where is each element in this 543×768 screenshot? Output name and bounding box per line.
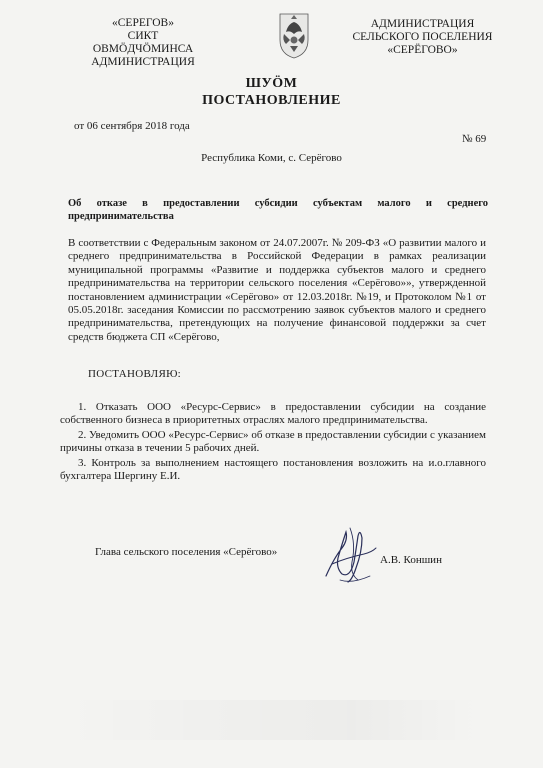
resolve-heading: ПОСТАНОВЛЯЮ: bbox=[88, 368, 182, 380]
resolution-item: 1. Отказать ООО «Ресурс-Сервис» в предоставлении субсидии на создание собственного бизнеса в приоритетных отраслях малого предпринимательства. bbox=[60, 401, 486, 427]
document-number: № 69 bbox=[462, 133, 487, 145]
preamble-paragraph: В соответствии с Федеральным законом от 24.07.2007г. № 209-ФЗ «О развитии малого и среднего предпринимательства в Российской Федерации в рамках реализации муниципальной программы «Развитие и поддержка субъектов малого и среднего предпринимательства на территории сельского поселения «Серёгово»», утвержденной постановлением администрации «Серёгово» от 12.03.2018г. №19, и Протоколом №1 от 05.05.2018г. заседания Комиссии по рассмотрению заявок субъектов малого и среднего предпринимательства, претендующих на получение финансовой поддержки за счет средств бюджета СП «Серёгово, bbox=[68, 237, 486, 343]
document-place: Республика Коми, с. Серёгово bbox=[201, 152, 342, 164]
document-date: от 06 сентября 2018 года bbox=[74, 120, 190, 132]
header-left-line: СИКТ ОВМÖДЧÖМИНСА bbox=[92, 30, 194, 55]
header-left-komi bbox=[78, 17, 208, 69]
header-right-line: АДМИНИСТРАЦИЯ bbox=[370, 18, 475, 30]
signer-role: Глава сельского поселения «Серёгово» bbox=[95, 546, 278, 558]
scan-smudge bbox=[60, 700, 480, 740]
title-komi: ШУÖМ bbox=[245, 76, 298, 91]
header-left-line: «СЕРЕГОВ» bbox=[112, 17, 174, 29]
signer-name: А.В. Коншин bbox=[380, 554, 442, 566]
header-right-russian bbox=[340, 18, 505, 57]
komi-coat-of-arms-icon bbox=[276, 10, 312, 60]
header-left-line: АДМИНИСТРАЦИЯ bbox=[91, 56, 195, 68]
resolution-items bbox=[60, 401, 486, 484]
header-right-line: «СЕРЁГОВО» bbox=[387, 44, 458, 56]
document-subject: Об отказе в предоставлении субсидии субъектам малого и среднего предпринимательства bbox=[68, 198, 488, 222]
resolution-item: 2. Уведомить ООО «Ресурс-Сервис» об отказе в предоставлении субсидии с указанием причины отказа в течении 5 рабочих дней. bbox=[60, 428, 486, 455]
title-russian: ПОСТАНОВЛЕНИЕ bbox=[202, 93, 341, 108]
handwritten-signature-icon bbox=[312, 518, 384, 590]
header-right-line: СЕЛЬСКОГО ПОСЕЛЕНИЯ bbox=[352, 31, 493, 43]
resolution-item: 3. Контроль за выполнением настоящего постановления возложить на и.о.главного бухгалтера Шергину Е.И. bbox=[60, 456, 486, 483]
